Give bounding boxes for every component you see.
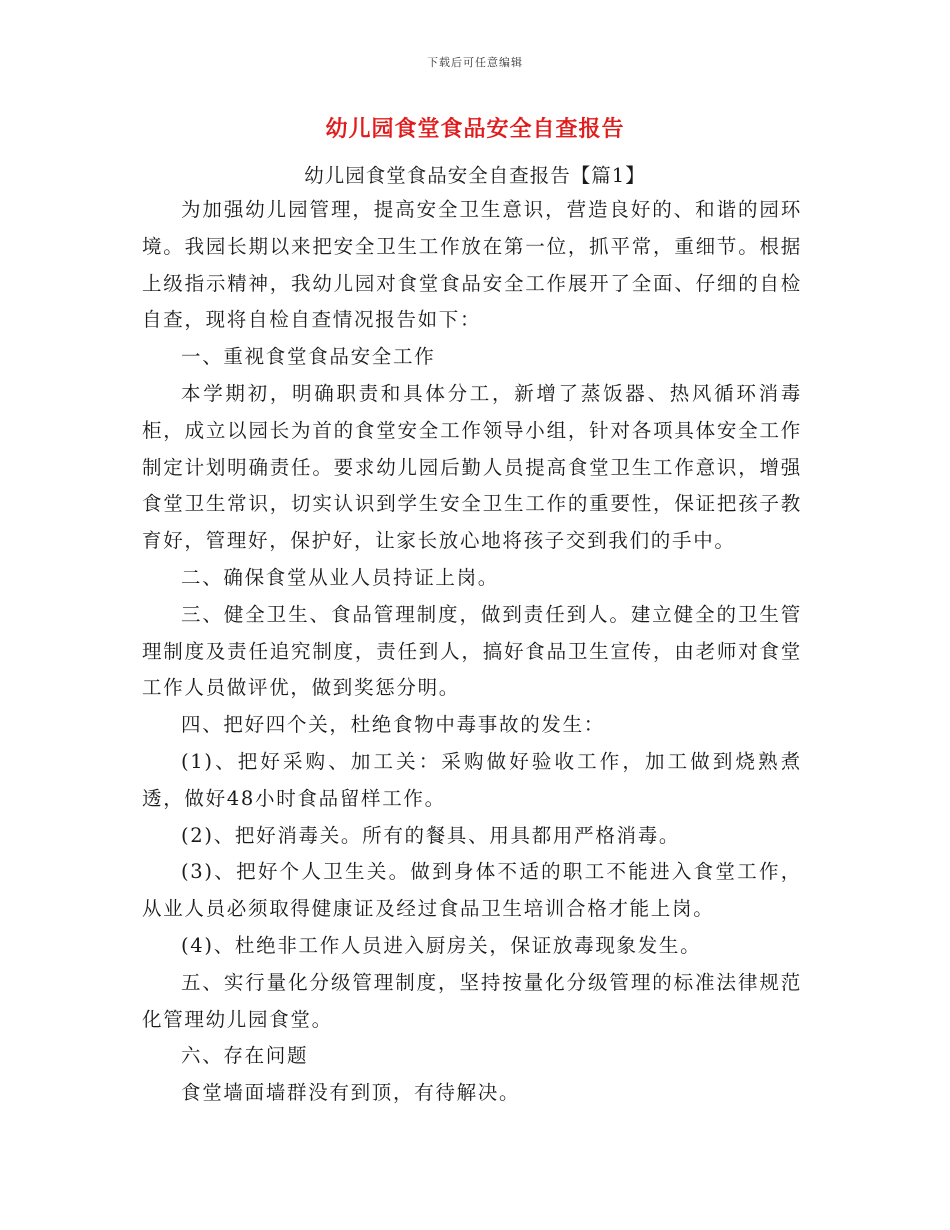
- paragraph-section-3: 三、健全卫生、食品管理制度，做到责任到人。建立健全的卫生管理制度及责任追究制度，责任到人，搞好食品卫生宣传，由老师对食堂工作人员做评优，做到奖惩分明。: [142, 602, 802, 700]
- section-heading-1: 一、重视食堂食品安全工作: [181, 345, 436, 369]
- document-body: [142, 192, 802, 1112]
- paragraph-intro: 为加强幼儿园管理，提高安全卫生意识，营造良好的、和谐的园环境。我园长期以来把安全卫生工作放在第一位，抓平常，重细节。根据上级指示精神，我幼儿园对食堂食品安全工作展开了全面、仔细的自检自查，现将自检自查情况报告如下：: [142, 198, 802, 332]
- page-title: 幼儿园食堂食品安全自查报告: [325, 116, 625, 142]
- header-note: 下载后可任意编辑: [427, 56, 523, 69]
- paragraph-section-5: 五、实行量化分级管理制度，坚持按量化分级管理的标准法律规范化管理幼儿园食堂。: [142, 970, 802, 1031]
- section-heading-4: 四、把好四个关，杜绝食物中毒事故的发生：: [181, 713, 606, 737]
- paragraph-section-6: 食堂墙面墙群没有到顶，有待解决。: [181, 1081, 521, 1105]
- list-item-3: (3)、把好个人卫生关。做到身体不适的职工不能进入食堂工作，从业人员必须取得健康证及经过食品卫生培训合格才能上岗。: [142, 860, 802, 921]
- section-heading-6: 六、存在问题: [181, 1044, 309, 1068]
- paragraph-section-1: 本学期初，明确职责和具体分工，新增了蒸饭器、热风循环消毒柜，成立以园长为首的食堂安全工作领导小组，针对各项具体安全工作制定计划明确责任。要求幼儿园后勤人员提高食堂卫生工作意识，增强食堂卫生常识，切实认识到学生安全卫生工作的重要性，保证把孩子教育好，管理好，保护好，让家长放心地将孩子交到我们的手中。: [142, 381, 802, 553]
- section-heading-2: 二、确保食堂从业人员持证上岗。: [181, 565, 500, 589]
- page-subtitle: 幼儿园食堂食品安全自查报告【篇1】: [304, 164, 646, 187]
- list-item-4: (4)、杜绝非工作人员进入厨房关，保证放毒现象发生。: [181, 933, 702, 957]
- list-item-1: (1)、把好采购、加工关：采购做好验收工作，加工做到烧熟煮透，做好48小时食品留样工作。: [142, 749, 802, 810]
- list-item-2: (2)、把好消毒关。所有的餐具、用具都用严格消毒。: [181, 823, 681, 847]
